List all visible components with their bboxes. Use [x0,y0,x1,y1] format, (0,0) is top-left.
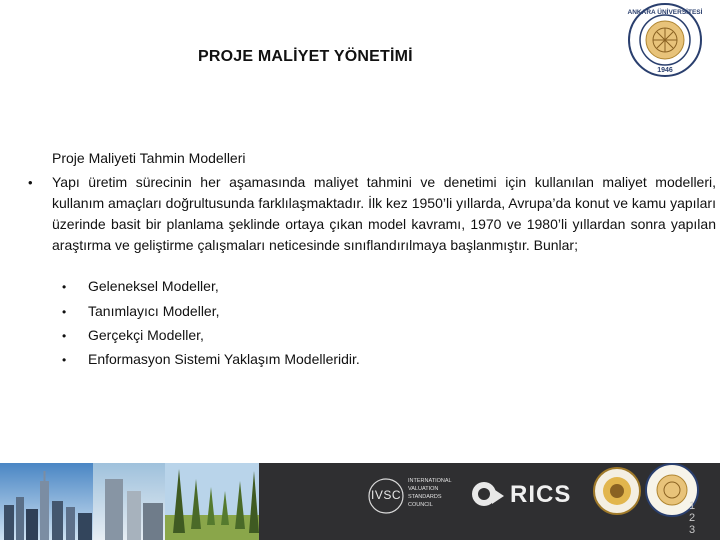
list-item [62,303,220,319]
page-number: 123 [689,500,696,536]
ivsc-logo-text: IVSC [371,488,402,502]
bullet-icon: • [62,280,67,294]
list-item [62,327,204,343]
rics-logo-text: RICS [510,481,572,508]
list-item-text: Gerçekçi Modeller, [88,327,204,343]
list-item [62,278,219,294]
bullet-icon: • [62,305,67,319]
ivsc-caption-line: VALUATION [408,486,439,492]
bullet-icon: • [28,175,33,190]
rics-lion-icon [470,478,506,512]
ivsc-caption-line: INTERNATIONAL [408,478,452,484]
ivsc-caption-line: COUNCIL [408,502,433,508]
body-paragraph: Yapı üretim sürecinin her aşamasında maliyet tahmini ve denetimi için kullanılan maliyet modelleri, kullanım amaçları doğrultusunda farklılaşmaktadır. İlk kez 1950’li yıllarda, Avrupa’da konut ve kamu yapıları üzerinde basit bir planlama şeklinde ortaya çıkan model kavramı, 1970 ve 1980’li yıllardan sonra yapılan araştırma ve geliştirme çalışmaları neticesinde sınıflandırılmaya başlanmıştır. Bunlar; [52,174,716,253]
list-item-text: Geleneksel Modeller, [88,278,219,294]
bullet-icon: • [62,329,67,343]
page-title: PROJE MALİYET YÖNETİMİ [198,48,413,65]
tower-image [93,463,165,540]
svg-text:1946: 1946 [657,67,673,74]
list-item [62,351,360,367]
ivsc-logo [366,474,462,518]
tree-alley-image [165,463,259,540]
list-item-text: Tanımlayıcı Modeller, [88,303,220,319]
bullet-icon: • [62,353,67,367]
seal-logo [592,466,642,516]
university-seal-logo [622,2,708,78]
city-skyline-image [0,463,93,540]
ivsc-caption-line: STANDARDS [408,494,442,500]
list-item-text: Enformasyon Sistemi Yaklaşım Modelleridir. [88,351,360,367]
svg-text:ANKARA ÜNİVERSİTESİ: ANKARA ÜNİVERSİTESİ [627,9,703,16]
section-subtitle: Proje Maliyeti Tahmin Modelleri [52,150,246,166]
